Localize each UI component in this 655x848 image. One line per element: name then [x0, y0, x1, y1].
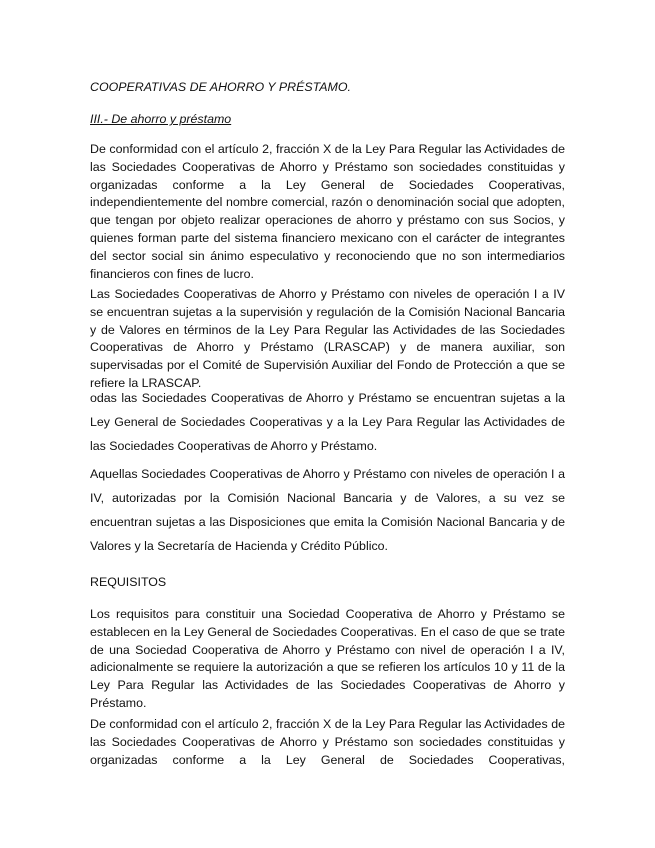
paragraph-requisitos: Los requisitos para constituir una Sociedad Cooperativa de Ahorro y Préstamo se establecen en la Ley General de Sociedades Cooperativas. En el caso de que se trate de una Sociedad Cooperativa de Ahorro y Préstamo con nivel de operación I a IV, adicionalmente se requiere la autorización a que se refieren los artículos 10 y 11 de la Ley Para Regular las Actividades de las Sociedades Cooperativas de Ahorro y Préstamo. [90, 607, 565, 710]
paragraph-final: De conformidad con el artículo 2, fracción X de la Ley Para Regular las Actividades de las Sociedades Cooperativas de Ahorro y Préstamo son sociedades constituidas y organizadas conforme a la Ley General de Sociedades Cooperativas, [90, 717, 565, 767]
requisitos-heading: REQUISITOS [90, 575, 167, 589]
paragraph-authorized: Aquellas Sociedades Cooperativas de Ahorro y Préstamo con niveles de operación I a IV, autorizadas por la Comisión Nacional Bancaria y de Valores, a su vez se encuentran sujetas a las Disposiciones que emita la Comisión Nacional Bancaria y de Valores y la Secretaría de Hacienda y Crédito Público. [90, 467, 565, 553]
paragraph-legal-framework: odas las Sociedades Cooperativas de Ahorro y Préstamo se encuentran sujetas a la Ley General de Sociedades Cooperativas y a la Ley Para Regular las Actividades de las Sociedades Cooperativas de Ahorro y Préstamo. [90, 391, 565, 453]
section-subtitle: III.- De ahorro y préstamo [90, 112, 232, 126]
paragraph-supervision: Las Sociedades Cooperativas de Ahorro y Préstamo con niveles de operación I a IV se encuentran sujetas a la supervisión y regulación de la Comisión Nacional Bancaria y de Valores en términos de la Ley Para Regular las Actividades de las Sociedades Cooperativas de Ahorro y Préstamo (LRASCAP) y de manera auxiliar, son supervisadas por el Comité de Supervisión Auxiliar del Fondo de Protección a que se refiere la LRASCAP. [90, 287, 565, 390]
document-title: COOPERATIVAS DE AHORRO Y PRÉSTAMO. [90, 80, 351, 94]
paragraph-definition: De conformidad con el artículo 2, fracción X de la Ley Para Regular las Actividades de las Sociedades Cooperativas de Ahorro y Préstamo son sociedades constituidas y organizadas conforme a la Ley General de Sociedades Cooperativas, independientemente del nombre comercial, razón o denominación social que adopten, que tengan por objeto realizar operaciones de ahorro y préstamo con sus Socios, y quienes forman parte del sistema financiero mexicano con el carácter de integrantes del sector social sin ánimo especulativo y reconociendo que no son intermediarios financieros con fines de lucro. [90, 142, 565, 281]
